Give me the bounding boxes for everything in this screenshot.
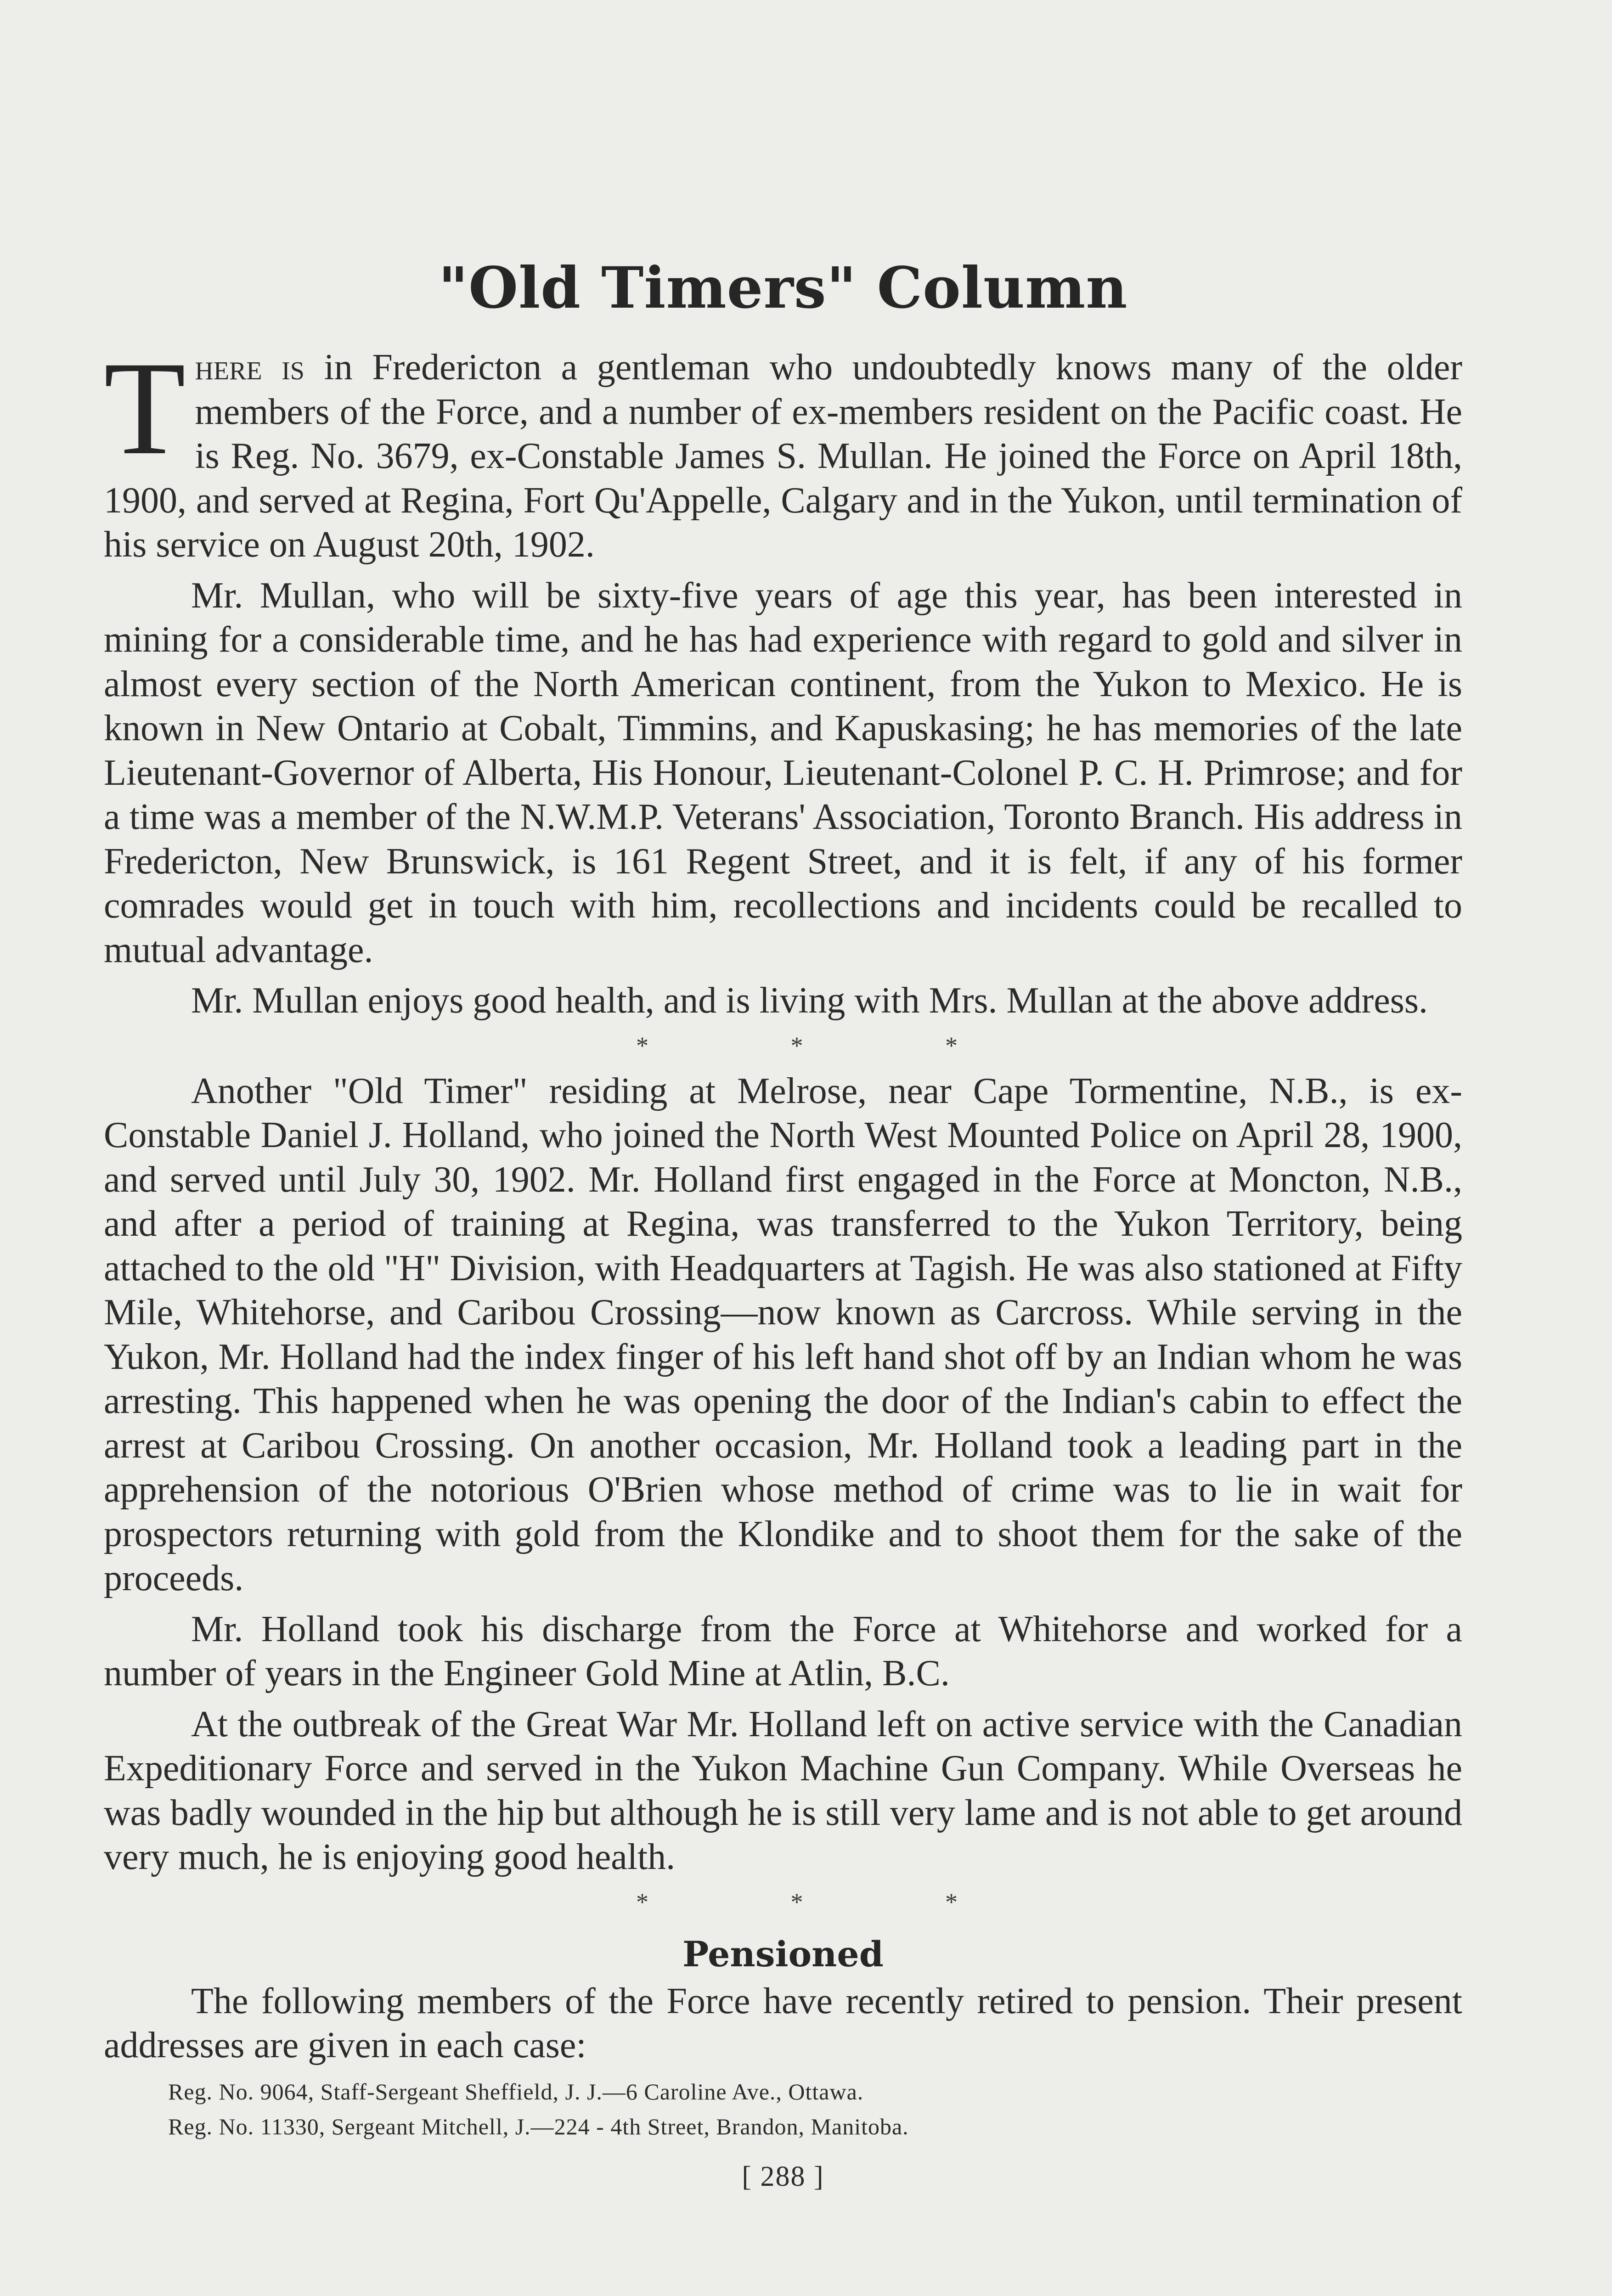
paragraph-6: At the outbreak of the Great War Mr. Holland left on active service with the Canadian Expeditionary Force and served in the Yukon Machine Gun Company. While Overseas he was badly wounded in the hip but although he is still very lame and is not able to get around very much, he is enjoying good health.	[104, 1704, 1462, 1878]
separator-star: *	[790, 1888, 803, 1916]
section-separator	[609, 1886, 958, 1925]
paragraph-5: Mr. Holland took his discharge from the Force at Whitehorse and worked for a number of years in the Engineer Gold Mine at Atlin, B.C.	[104, 1609, 1462, 1694]
article	[104, 257, 1462, 2193]
small-caps-lead: here is	[195, 347, 304, 388]
section-separator	[609, 1030, 958, 1069]
pension-entry: Reg. No. 9064, Staff-Sergeant Sheffield, J. J.—6 Caroline Ave., Ottawa.	[168, 2078, 864, 2105]
paragraph-1-text: in Fredericton a gentleman who undoubtedly knows many of the older members of the Force, and a number of ex-members resident on the Pacific coast. He is Reg. No. 3679, ex-Constable James S. Mullan. He joined the Force on April 18th, 1900, and served at Regina, Fort Qu'Appelle, Calgary and in the Yukon, until termination of his service on August 20th, 1902.	[104, 347, 1463, 565]
paragraph-3: Mr. Mullan enjoys good health, and is living with Mrs. Mullan at the above address.	[191, 980, 1428, 1021]
separator-star: *	[636, 1888, 648, 1916]
separator-star: *	[790, 1031, 803, 1059]
article-title: "Old Timers" Column	[438, 255, 1128, 321]
pensioned-heading: Pensioned	[682, 1933, 884, 1975]
separator-star: *	[636, 1031, 648, 1059]
paragraph-4: Another "Old Timer" residing at Melrose, near Cape Tormentine, N.B., is ex-Constable Daniel J. Holland, who joined the North West Mounted Police on April 28, 1900, and served until July 30, 1902. Mr. Holland first engaged in the Force at Moncton, N.B., and after a period of training at Regina, was transferred to the Yukon Territory, being attached to the old "H" Division, with Headquarters at Tagish. He was also stationed at Fifty Mile, Whitehorse, and Caribou Crossing—now known as Carcross. While serving in the Yukon, Mr. Holland had the index finger of his left hand shot off by an Indian whom he was arresting. This happened when he was opening the door of the Indian's cabin to effect the arrest at Caribou Crossing. On another occasion, Mr. Holland took a leading part in the apprehension of the notorious O'Brien whose method of crime was to lie in wait for prospectors returning with gold from the Klondike and to shoot them for the sake of the proceeds.	[104, 1070, 1462, 1599]
separator-star: *	[945, 1031, 958, 1059]
paragraph-2: Mr. Mullan, who will be sixty-five years of age this year, has been interested in mining for a considerable time, and he has had experience with regard to gold and silver in almost every section of the North American continent, from the Yukon to Mexico. He is known in New Ontario at Cobalt, Timmins, and Kapuskasing; he has memories of the late Lieutenant-Governor of Alberta, His Honour, Lieutenant-Colonel P. C. H. Primrose; and for a time was a member of the N.W.M.P. Veterans' Association, Toronto Branch. His address in Fredericton, New Brunswick, is 161 Regent Street, and it is felt, if any of his former comrades would get in touch with him, recollections and incidents could be recalled to mutual advantage.	[104, 575, 1462, 970]
page-number: [ 288 ]	[742, 2161, 824, 2192]
pension-entry: Reg. No. 11330, Sergeant Mitchell, J.—224 - 4th Street, Brandon, Manitoba.	[168, 2113, 909, 2139]
paragraph-1	[104, 334, 1463, 567]
separator-star: *	[945, 1888, 958, 1916]
drop-cap: T	[104, 334, 186, 483]
pensioned-intro: The following members of the Force have recently retired to pension. Their present addresses are given in each case:	[104, 1981, 1462, 2066]
